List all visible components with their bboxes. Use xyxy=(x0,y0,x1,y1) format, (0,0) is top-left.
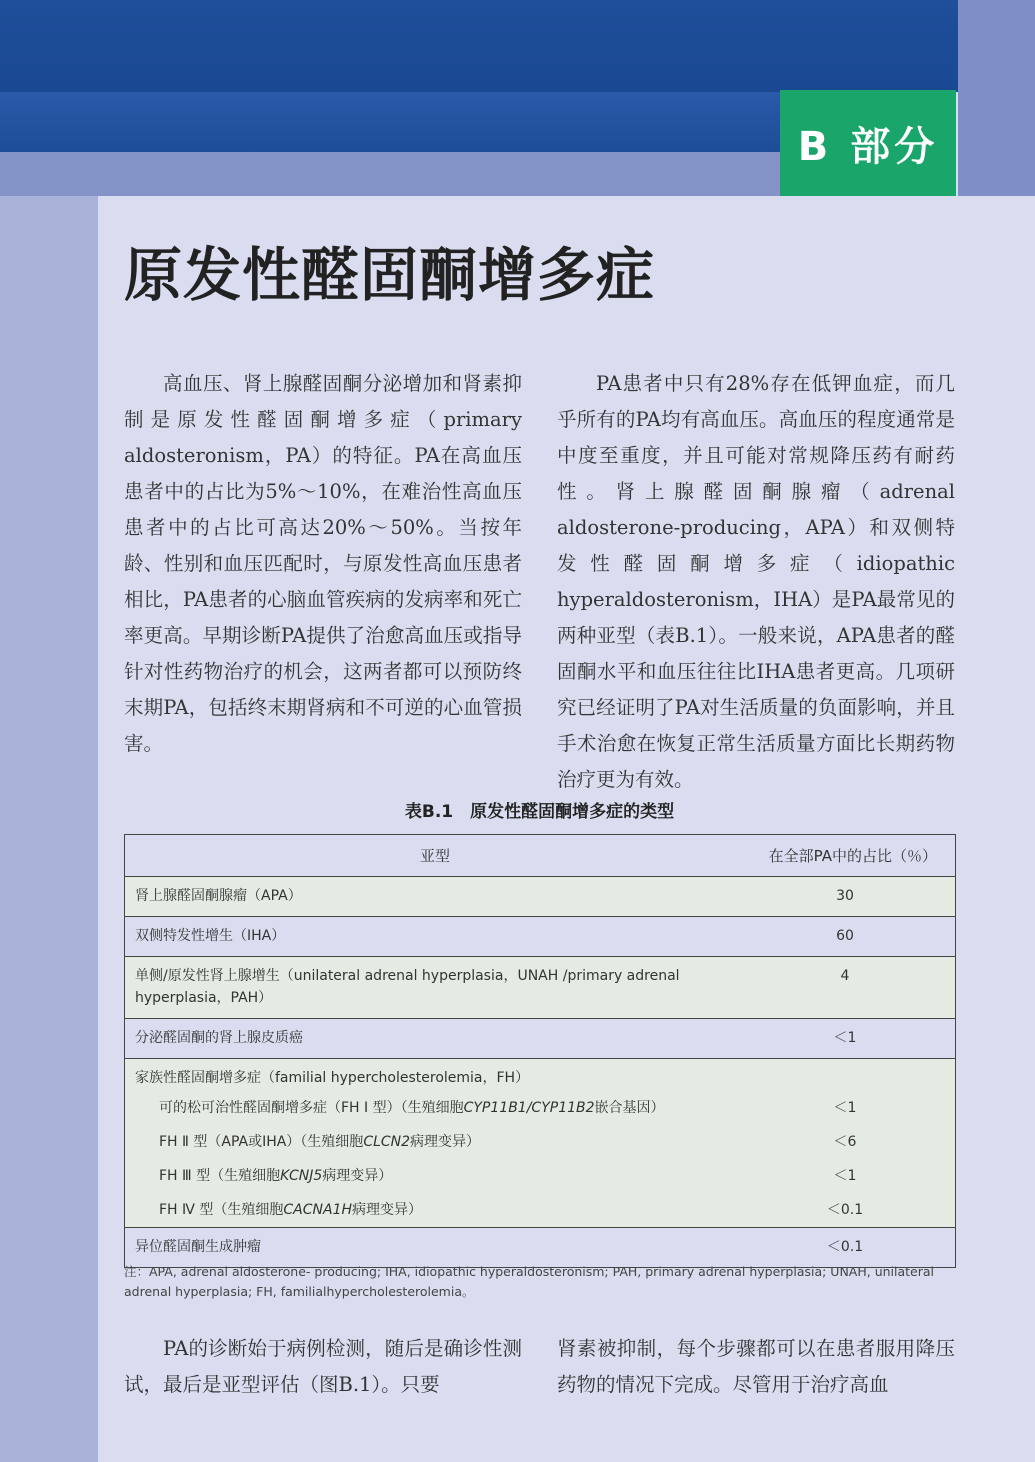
header-band-light xyxy=(0,152,780,196)
row-label: 单侧/原发性肾上腺增生（unilateral adrenal hyperplasia，UNAH /primary adrenal hyperplasia，PAH） xyxy=(125,957,746,1019)
row-value: 4 xyxy=(745,957,956,1019)
table-row xyxy=(125,877,956,917)
table-subrow xyxy=(125,1193,956,1228)
header-percentage: 在全部PA中的占比（％） xyxy=(745,835,956,877)
subrow-text: FH Ⅲ 型（生殖细胞 xyxy=(159,1168,281,1184)
subrow-text: FH Ⅳ 型（生殖细胞 xyxy=(159,1202,284,1218)
intro-column-left xyxy=(124,366,522,762)
gene-name: KCNJ5 xyxy=(280,1168,323,1184)
row-value: 60 xyxy=(745,917,956,957)
row-value: ＜0.1 xyxy=(745,1228,956,1268)
group-label: 家族性醛固酮增多症（familial hypercholesterolemia，FH） xyxy=(125,1059,746,1092)
table-subrow xyxy=(125,1159,956,1193)
subrow-text: FH Ⅱ 型（APA或IHA）（生殖细胞 xyxy=(159,1134,364,1150)
subrow-text: 病理变异） xyxy=(352,1202,423,1218)
table-subrow xyxy=(125,1125,956,1159)
intro-paragraph-right: PA患者中只有28%存在低钾血症，而几乎所有的PA均有高血压。高血压的程度通常是中度至重度，并且可能对常规降压药有耐药性。肾上腺醛固酮腺瘤（adrenal aldosterone-producing，APA）和双侧特发性醛固酮增多症（idiopathic hyperaldosteronism，IHA）是PA最常见的两种亚型（表B.1）。一般来说，APA患者的醛固酮水平和血压往往比IHA患者更高。几项研究已经证明了PA对生活质量的负面影响，并且手术治愈在恢复正常生活质量方面比长期药物治疗更为有效。 xyxy=(557,372,955,791)
intro-column-right xyxy=(557,366,955,798)
bottom-column-right xyxy=(557,1331,955,1403)
row-label: 双侧特发性增生（IHA） xyxy=(125,917,746,957)
page-title: 原发性醛固酮增多症 xyxy=(124,241,656,309)
subrow-label xyxy=(125,1125,746,1159)
pa-types-table xyxy=(124,834,956,1268)
row-value: 30 xyxy=(745,877,956,917)
subrow-label xyxy=(125,1193,746,1228)
table-row xyxy=(125,957,956,1019)
table-row xyxy=(125,1019,956,1059)
group-value-empty xyxy=(745,1059,956,1092)
table-row xyxy=(125,917,956,957)
intro-paragraph-left: 高血压、肾上腺醛固酮分泌增加和肾素抑制是原发性醛固酮增多症（primary aldosteronism，PA）的特征。PA在高血压患者中的占比为5%～10%，在难治性高血压患者中的占比可高达20%～50%。当按年龄、性别和血压匹配时，与原发性高血压患者相比，PA患者的心脑血管疾病的发病率和死亡率更高。早期诊断PA提供了治愈高血压或指导针对性药物治疗的机会，这两者都可以预防终末期PA，包括终末期肾病和不可逆的心血管损害。 xyxy=(124,372,522,755)
bottom-paragraph-left: PA的诊断始于病例检测，随后是确诊性测试，最后是亚型评估（图B.1）。只要 xyxy=(124,1337,522,1396)
table-group-row xyxy=(125,1059,956,1092)
subrow-value: ＜6 xyxy=(745,1125,956,1159)
part-badge: B 部分 xyxy=(780,90,956,196)
subrow-value: ＜0.1 xyxy=(745,1193,956,1228)
row-label: 分泌醛固酮的肾上腺皮质癌 xyxy=(125,1019,746,1059)
table-header-row xyxy=(125,835,956,877)
bottom-column-left xyxy=(124,1331,522,1403)
left-margin-bar xyxy=(0,196,98,1462)
subrow-text: 嵌合基因） xyxy=(594,1100,665,1116)
subrow-text: 病理变异） xyxy=(322,1168,393,1184)
header-band-top xyxy=(0,0,958,92)
header-right-strip xyxy=(958,0,1035,196)
gene-name: CACNA1H xyxy=(283,1202,353,1218)
subrow-label xyxy=(125,1091,746,1125)
subrow-text: 病理变异） xyxy=(410,1134,481,1150)
table-caption: 表B.1 原发性醛固酮增多症的类型 xyxy=(404,802,675,822)
gene-name: CLCN2 xyxy=(363,1134,411,1150)
header-band-middle xyxy=(0,92,780,152)
table-note: 注：APA, adrenal aldosterone- producing; IHA, idiopathic hyperaldosteronism; PAH, primary adrenal hyperplasia; UNAH, unilateral adrenal hyperplasia; FH, familialhypercholesterolemia。 xyxy=(124,1264,935,1299)
row-label: 肾上腺醛固酮腺瘤（APA） xyxy=(125,877,746,917)
subrow-value: ＜1 xyxy=(745,1159,956,1193)
subrow-text: 可的松可治性醛固酮增多症（FH Ⅰ 型）（生殖细胞 xyxy=(159,1100,464,1116)
subrow-value: ＜1 xyxy=(745,1091,956,1125)
gene-name: CYP11B1/CYP11B2 xyxy=(463,1100,595,1116)
subrow-label xyxy=(125,1159,746,1193)
header-subtype: 亚型 xyxy=(125,835,746,877)
row-value: ＜1 xyxy=(745,1019,956,1059)
table-subrow xyxy=(125,1091,956,1125)
bottom-paragraph-right: 肾素被抑制，每个步骤都可以在患者服用降压药物的情况下完成。尽管用于治疗高血 xyxy=(557,1337,955,1396)
row-label: 异位醛固酮生成肿瘤 xyxy=(125,1228,746,1268)
